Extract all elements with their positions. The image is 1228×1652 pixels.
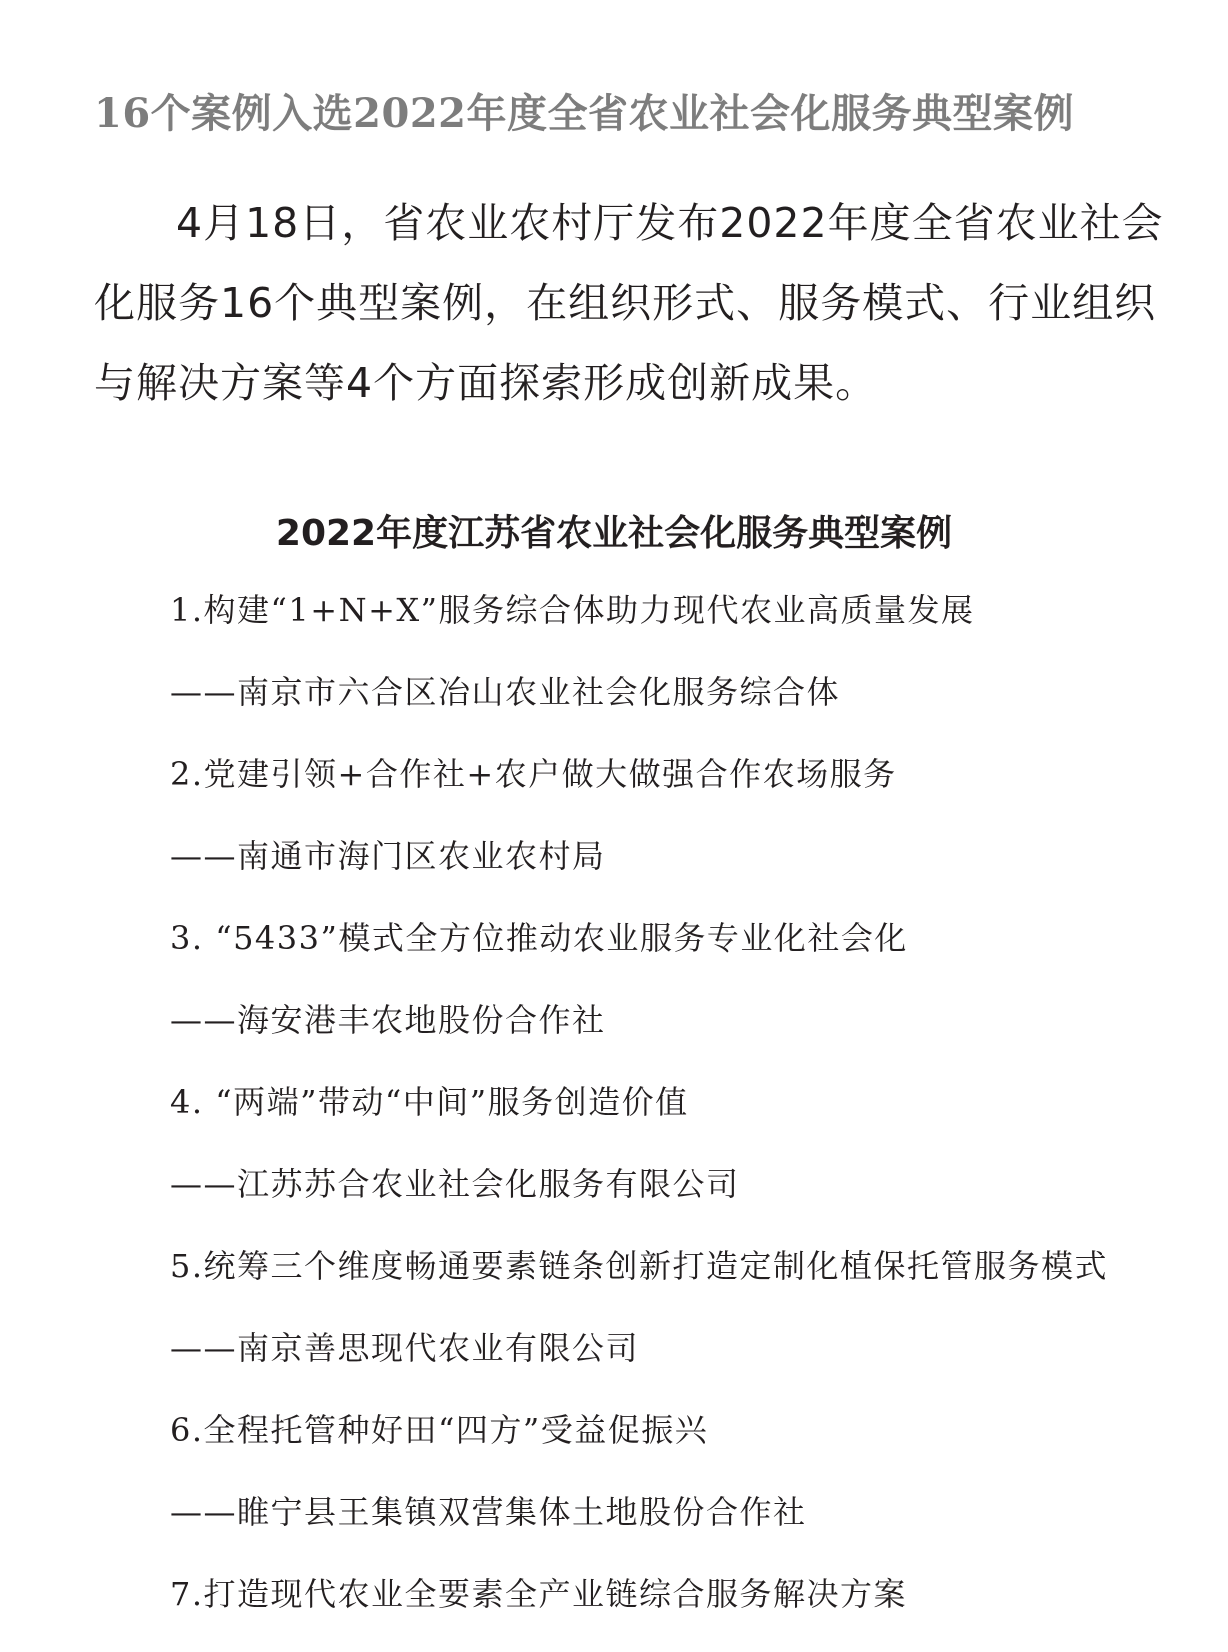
case-title: 2.党建引领+合作社+农户做大做强合作农场服务	[170, 755, 897, 793]
case-organization: ——南京善思现代农业有限公司	[170, 1329, 640, 1367]
case-item	[170, 586, 1190, 750]
case-item	[170, 1406, 1190, 1570]
case-item	[170, 1242, 1190, 1406]
case-list	[170, 586, 1190, 1652]
case-item	[170, 1078, 1190, 1242]
article-title: 16个案例入选2022年度全省农业社会化服务典型案例	[94, 90, 1074, 137]
case-item	[170, 1570, 1190, 1652]
case-title: 3. “5433”模式全方位推动农业服务专业化社会化	[170, 919, 908, 957]
case-list-heading: 2022年度江苏省农业社会化服务典型案例	[275, 513, 953, 554]
case-item	[170, 750, 1190, 914]
case-title: 4. “两端”带动“中间”服务创造价值	[170, 1083, 689, 1121]
case-title: 1.构建“1+N+X”服务综合体助力现代农业高质量发展	[170, 591, 975, 629]
case-title: 5.统筹三个维度畅通要素链条创新打造定制化植保托管服务模式	[170, 1247, 1109, 1285]
case-organization: ——南通市海门区农业农村局	[170, 837, 606, 875]
case-organization: ——睢宁县王集镇双营集体土地股份合作社	[170, 1493, 807, 1531]
intro-paragraph: 4月18日，省农业农村厅发布2022年度全省农业社会化服务16个典型案例，在组织形式、服务模式、行业组织与解决方案等4个方面探索形成创新成果。	[94, 199, 1164, 407]
case-organization: ——江苏苏合农业社会化服务有限公司	[170, 1165, 740, 1203]
case-item	[170, 914, 1190, 1078]
case-title: 6.全程托管种好田“四方”受益促振兴	[170, 1411, 709, 1449]
case-organization: ——海安港丰农地股份合作社	[170, 1001, 606, 1039]
case-title: 7.打造现代农业全要素全产业链综合服务解决方案	[170, 1575, 908, 1613]
case-organization: ——南京市六合区冶山农业社会化服务综合体	[170, 673, 841, 711]
